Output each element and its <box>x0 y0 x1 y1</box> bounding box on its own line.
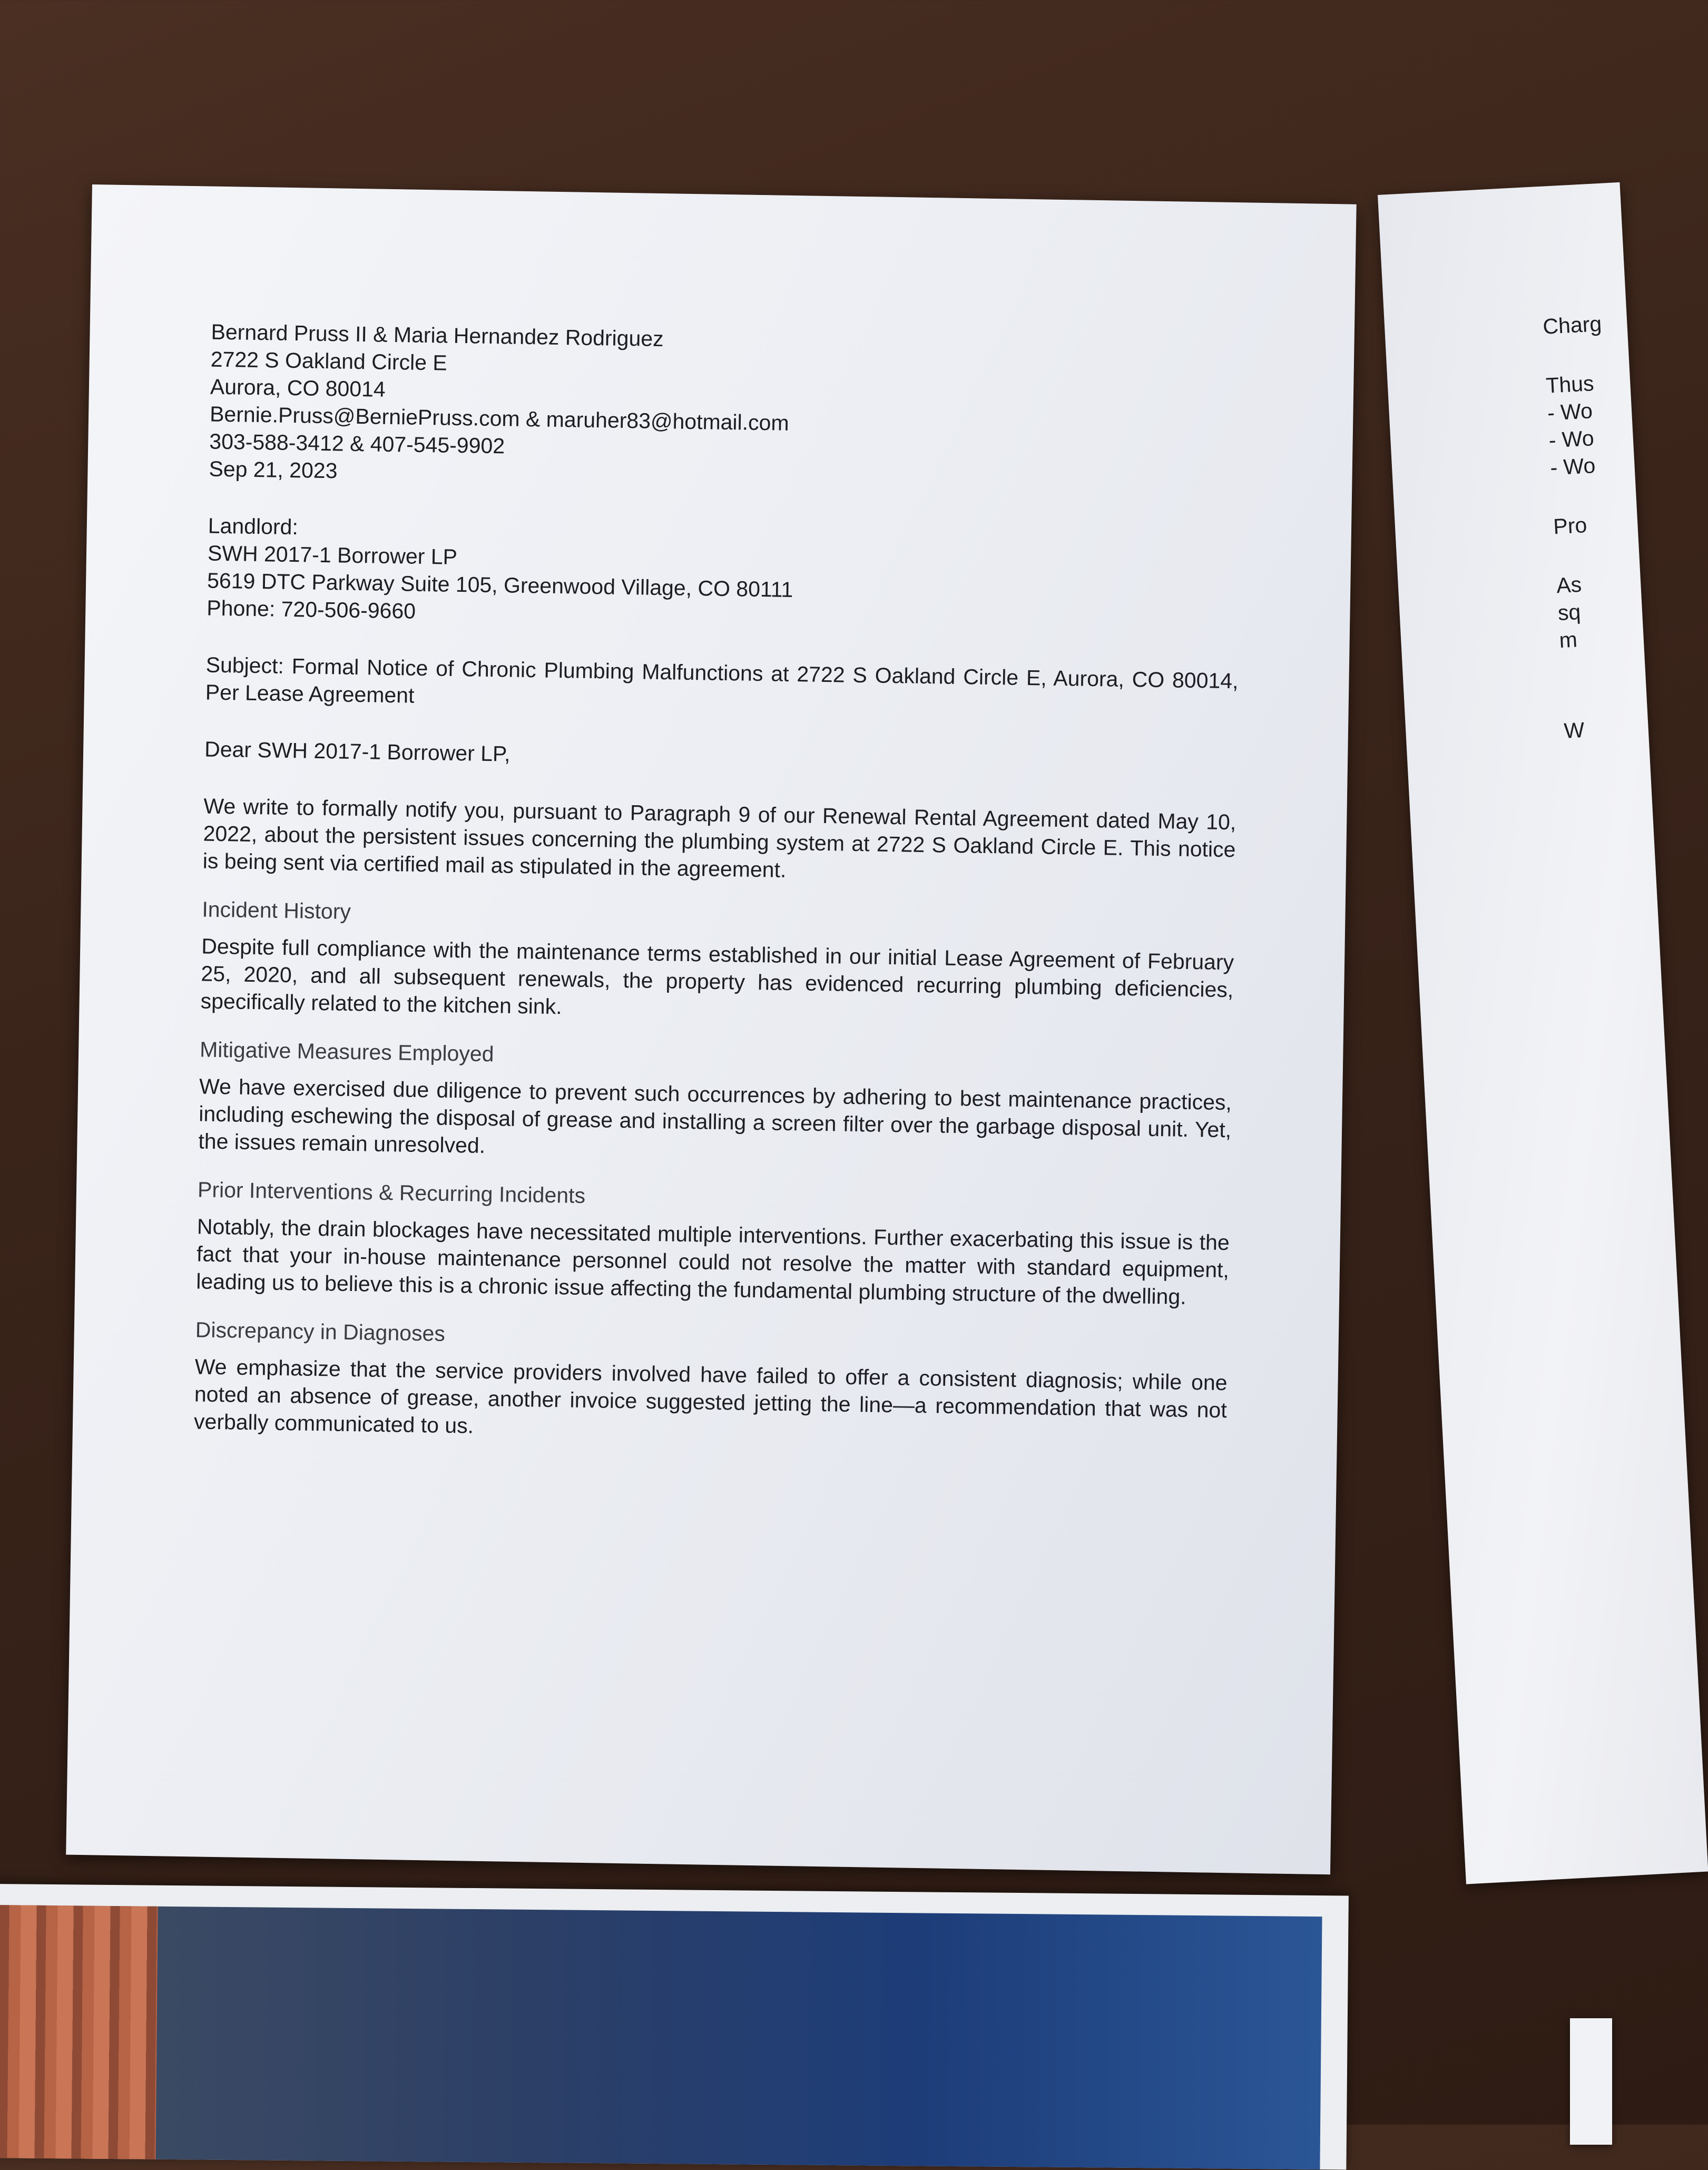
landlord-phone: Phone: 720-506-9660 <box>207 595 416 623</box>
section-heading-discrepancy: Discrepancy in Diagnoses <box>195 1317 446 1346</box>
section-body-incident-history: Despite full compliance with the maintenance terms established in our initial Lease Agreement of February 25, 2020, and all subsequent renewals, the property has evidenced recurring plumbing deficiencies, specifically related to the kitchen sink. <box>200 934 1234 1019</box>
sender-block <box>209 318 1244 499</box>
sender-names: Bernard Pruss II & Maria Hernandez Rodriguez <box>211 319 664 351</box>
second-page-text <box>1542 309 1649 745</box>
section-heading-prior-interventions: Prior Interventions & Recurring Incidents <box>197 1177 586 1208</box>
sender-emails: Bernie.Pruss@BerniePruss.com & maruher83@hotmail.com <box>209 402 789 435</box>
salutation: Dear SWH 2017-1 Borrower LP, <box>204 737 511 766</box>
side-line: - Wo <box>1548 426 1595 453</box>
side-line: As <box>1556 572 1583 598</box>
letter-body <box>193 318 1244 1473</box>
subject-line: Subject: Formal Notice of Chronic Plumbing Malfunctions at 2722 S Oakland Circle E, Aurora, CO 80014, Per Lease Agreement <box>205 652 1239 708</box>
landlord-block <box>207 512 1241 638</box>
sender-street: 2722 S Oakland Circle E <box>210 347 448 375</box>
paper-corner <box>1570 2018 1612 2145</box>
landlord-address: 5619 DTC Parkway Suite 105, Greenwood Village, CO 80111 <box>207 568 793 602</box>
side-line: Charg <box>1542 311 1603 339</box>
photo-printout <box>0 1884 1349 2169</box>
section-body-mitigative-measures: We have exercised due diligence to prevent such occurrences by adhering to best maintenance practices, including eschewing the disposal of grease and installing a screen filter over the garbage disposal unit. Yet, the issues remain unresolved. <box>198 1074 1232 1158</box>
section-heading-incident-history: Incident History <box>202 897 351 924</box>
intro-paragraph: We write to formally notify you, pursuant to Paragraph 9 of our Renewal Rental Agreement dated May 10, 2022, about the persistent issues concerning the plumbing system at 2722 S Oakland Circle E. This notice is being sent via certified mail as stipulated in the agreement. <box>202 794 1236 882</box>
section-body-discrepancy: We emphasize that the service providers involved have failed to offer a consistent diagnosis; while one noted an absence of grease, another invoice suggested jetting the line—a recommendation that was not verbally communicated to us. <box>193 1354 1228 1438</box>
side-line: Pro <box>1553 513 1588 539</box>
photo-image <box>0 1905 1322 2169</box>
wood-cabinet-detail <box>0 1905 158 2159</box>
section-body-prior-interventions: Notably, the drain blockages have necessitated multiple interventions. Further exacerbating this issue is the fact that your in-house maintenance personnel could not resolve the matter with standard equipment, leading us to believe this is a chronic issue affecting the fundamental plumbing structure of the dwelling. <box>195 1214 1230 1309</box>
landlord-name: SWH 2017-1 Borrower LP <box>207 541 458 569</box>
side-line: m <box>1558 627 1578 653</box>
side-line: W <box>1563 717 1585 743</box>
side-line: sq <box>1557 599 1582 625</box>
sender-phones: 303-588-3412 & 407-545-9902 <box>209 429 505 458</box>
side-line: - Wo <box>1546 398 1593 425</box>
side-line: Thus <box>1545 371 1595 398</box>
sender-city: Aurora, CO 80014 <box>210 374 386 402</box>
second-page-partial <box>1378 182 1708 1884</box>
section-heading-mitigative-measures: Mitigative Measures Employed <box>199 1037 494 1067</box>
landlord-label: Landlord: <box>208 513 299 540</box>
letter-date: Sep 21, 2023 <box>209 456 338 483</box>
side-line: - Wo <box>1549 453 1596 480</box>
letter-page <box>66 184 1356 1874</box>
